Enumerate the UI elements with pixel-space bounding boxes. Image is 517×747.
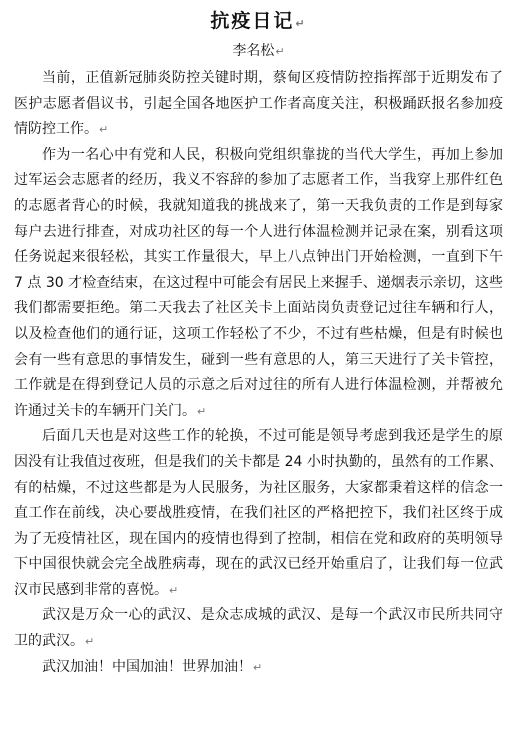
body-paragraph <box>10 655 507 681</box>
title-text: 抗疫日记 <box>210 10 295 32</box>
paragraph-text: 作为一名心中有党和人民，积极向党组织靠拢的当代大学生，再加上参加过军运会志愿者的经历，我义不容辞的参加了志愿者工作，当我穿上那件红色的志愿者背心的时候，我就知道我的挑战来了，第一天我负责的工作是到每家每户去进行排查，对成功社区的每一个人进行体温检测并记录在案，别看这项任务说起来很轻松，其实工作量很大，早上八点钟出门开始检测，一直到下午 7 点 30 才检查结束，在这过程中可能会有居民上来握手、递烟表示亲切，这些我们都需要拒绝。第二天我去了社区关卡上面站岗负责登记过往车辆和行人，以及检查他们的通行证，这项工作轻松了不少，不过有些枯燥，但是有时候也会有一些有意思的事情发生，碰到一些有意思的人，第三天进行了关卡管控，工作就是在得到登记人员的示意之后对过往的所有人进行体温检测，并帮被允许通过关卡的车辆开门关门。 <box>14 146 503 419</box>
body-paragraph <box>10 66 507 143</box>
author-name <box>10 40 507 62</box>
paragraph-mark-icon: ↵ <box>85 635 95 649</box>
paragraph-mark-icon: ↵ <box>99 123 109 137</box>
paragraph-mark-icon: ↵ <box>169 583 179 597</box>
document-title <box>10 8 507 34</box>
paragraph-text: 武汉加油！中国加油！世界加油！ <box>42 658 252 675</box>
paragraph-mark-icon: ↵ <box>295 17 307 30</box>
paragraph-mark-icon: ↵ <box>275 45 285 58</box>
paragraph-text: 武汉是万众一心的武汉、是众志成城的武汉、是每一个武汉市民所共同守卫的武汉。 <box>14 607 503 650</box>
paragraph-mark-icon: ↵ <box>253 660 263 674</box>
body-paragraph <box>10 424 507 603</box>
body-paragraph <box>10 143 507 425</box>
body-paragraph <box>10 603 507 654</box>
author-text: 李名松 <box>232 43 275 59</box>
paragraph-text: 后面几天也是对这些工作的轮换，不过可能是领导考虑到我还是学生的原因没有让我值过夜班，但是我们的关卡都是 24 小时执勤的，虽然有的工作累、有的枯燥，不过这些都是为人民服务，为社区服务，大家都秉着这样的信念一直工作在前线，决心要战胜疫情，在我们社区的严格把控下，我们社区终于成为了无疫情社区，现在国内的疫情也得到了控制，相信在党和政府的英明领导下中国很快就会完全战胜病毒，现在的武汉已经开始重启了，让我们每一位武汉市民感到非常的喜悦。 <box>14 428 503 598</box>
paragraph-text: 当前，正值新冠肺炎防控关键时期，蔡甸区疫情防控指挥部于近期发布了医护志愿者倡议书，引起全国各地医护工作者高度关注，积极踊跃报名参加疫情防控工作。 <box>14 70 503 138</box>
paragraph-mark-icon: ↵ <box>197 404 207 418</box>
